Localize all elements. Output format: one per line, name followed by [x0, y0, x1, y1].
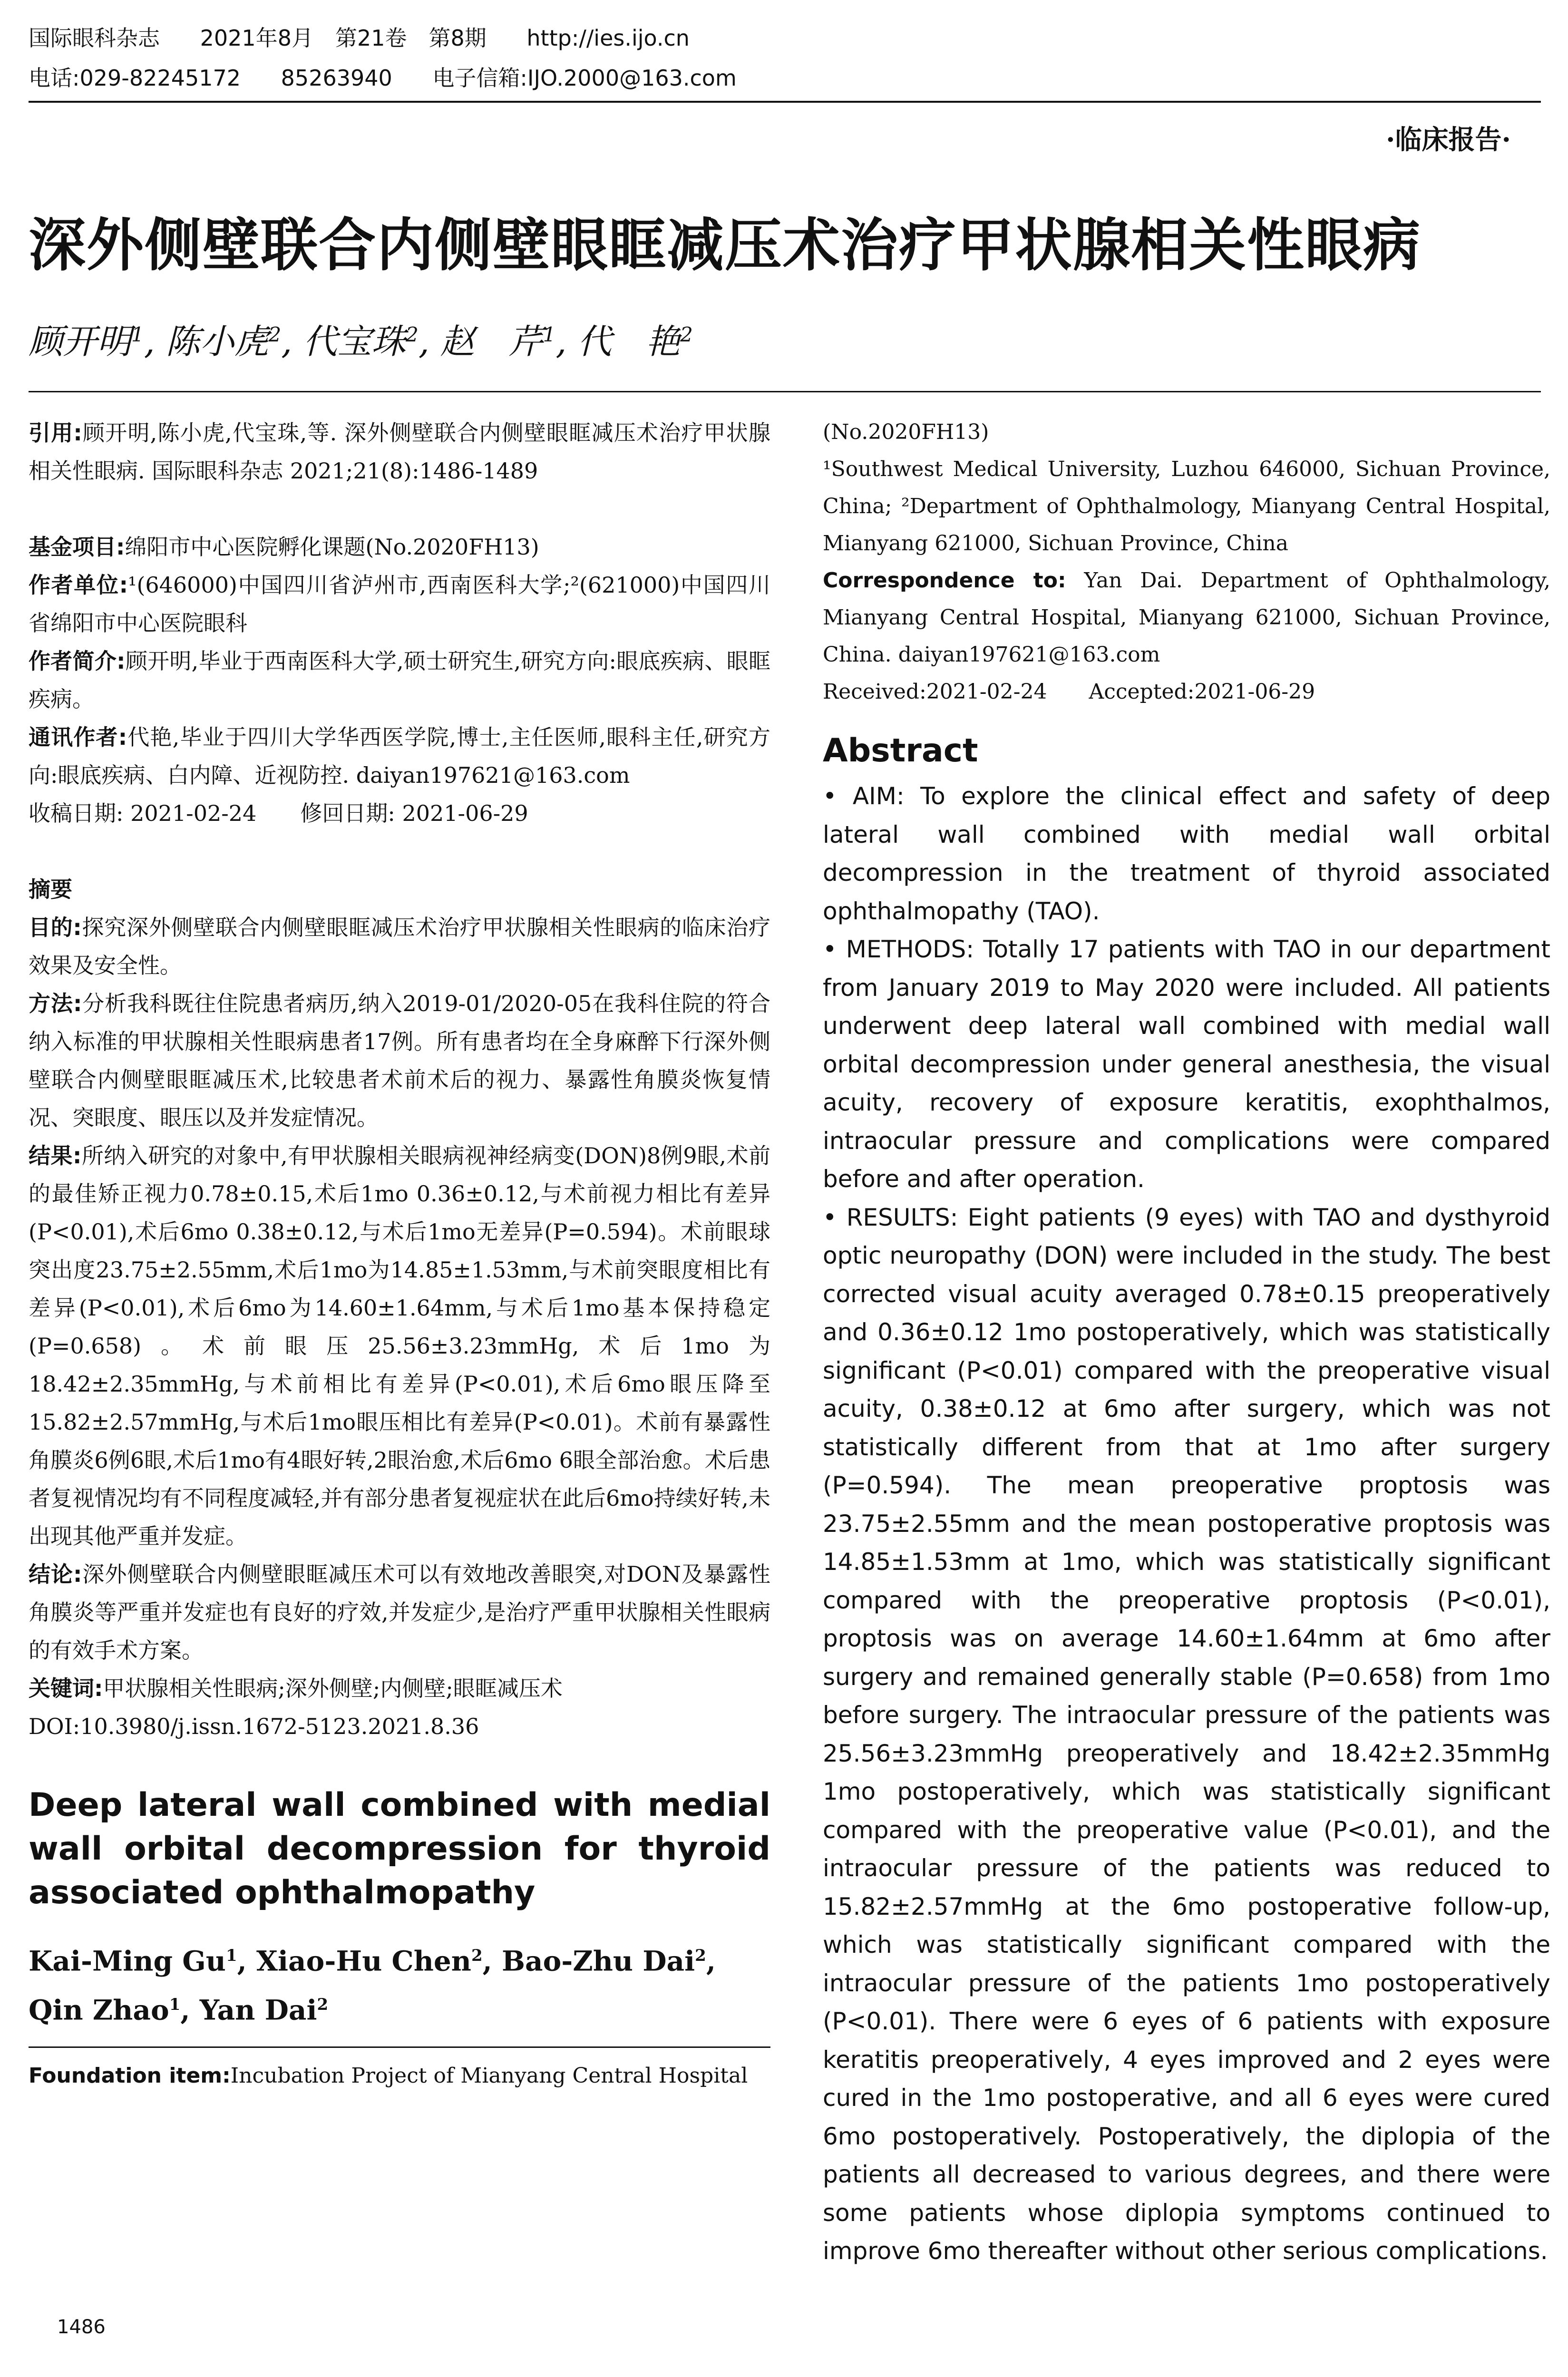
- header-rule: [29, 101, 1541, 103]
- conclusion-cn: 结论:深外侧壁联合内侧壁眼眶减压术可以有效地改善眼突,对DON及暴露性角膜炎等严重并发症也有良好的疗效,并发症少,是治疗严重甲状腺相关性眼病的有效手术方案。: [29, 1561, 770, 1663]
- journal-header-line1: [29, 25, 723, 51]
- dates: 收稿日期: 2021-02-24 修回日期: 2021-06-29: [29, 800, 528, 826]
- aim-en: • AIM: To explore the clinical effect and safety of deep lateral wall combined with medial wall orbital decompression in the treatment of thyroid associated ophthalmopathy (TAO).: [823, 782, 1550, 925]
- phone: 电话:029-82245172: [29, 65, 241, 91]
- page-number: 1486: [57, 2316, 106, 2338]
- journal-header-line2: [29, 65, 770, 91]
- author-affil-sup: 1: [543, 323, 556, 346]
- author-affil-sup: 2: [406, 323, 419, 346]
- received-accepted: Received:2021-02-24 Accepted:2021-06-29: [823, 680, 1315, 704]
- citation: 引用:顾开明,陈小虎,代宝珠,等. 深外侧壁联合内侧壁眼眶减压术治疗甲状腺相关性眼病. 国际眼科杂志 2021;21(8):1486-1489: [29, 420, 770, 484]
- results-en: • RESULTS: Eight patients (9 eyes) with TAO and dysthyroid optic neuropathy (DON) were included in the study. The best corrected visual acuity averaged 0.78±0.15 preoperatively and 0.36±0.12 1mo postoperatively, which was statistically significant (P<0.01) compared with the preoperative visual acuity, 0.38±0.12 at 6mo after surgery, which was not statistically different from that at 1mo after surgery (P=0.594). The mean preoperative proptosis was 23.75±2.55mm and the mean postoperative proptosis was 14.85±1.53mm at 1mo, which was statistically significant compared with the preoperative proptosis (P<0.01), proptosis was on average 14.60±1.64mm at 6mo after surgery and remained generally stable (P=0.658) from 1mo before surgery. The intraocular pressure of the patients was 25.56±3.23mmHg preoperatively and 18.42±2.35mmHg 1mo postoperatively, which was statistically significant compared with the preoperative value (P<0.01), and the intraocular pressure of the patients was reduced to 15.82±2.57mmHg at the 6mo postoperative follow-up, which was statistically significant compared with the intraocular pressure of the patients 1mo postoperatively (P<0.01). There were 6 eyes of 6 patients with exposure keratitis preoperatively, 4 eyes improved and 2 eyes were cured in the 1mo postoperative, and all 6 eyes were cured 6mo postoperatively. Postoperatively, the diplopia of the patients all decreased to various degrees, and there were some patients whose diplopia symptoms continued to improve 6mo thereafter without other serious complications.: [823, 1203, 1550, 2265]
- author-name: 代 艳: [577, 321, 681, 361]
- author-bio: 作者简介:顾开明,毕业于西南医科大学,硕士研究生,研究方向:眼底疾病、眼眶疾病。: [29, 648, 770, 712]
- abstract-heading-cn: 摘要: [29, 877, 72, 902]
- author-name: 代宝珠: [303, 321, 406, 361]
- author-name: 陈小虎: [166, 321, 269, 361]
- phone-2: 85263940: [281, 65, 392, 91]
- keywords-cn: 关键词:甲状腺相关性眼病;深外侧壁;内侧壁;眼眶减压术: [29, 1676, 563, 1701]
- results-cn: 结果:所纳入研究的对象中,有甲状腺相关眼病视神经病变(DON)8例9眼,术前的最佳矫正视力0.78±0.15,术后1mo 0.36±0.12,与术前视力相比有差异(P<0.01),术后6mo 0.38±0.12,与术后1mo无差异(P=0.594)。术前眼球突出度23.75±2.55mm,术后1mo为14.85±1.53mm,与术前突眼度相比有差异(P<0.01),术后6mo为14.60±1.64mm,与术后1mo基本保持稳定(P=0.658)。术前眼压25.56±3.23mmHg,术后1mo为18.42±2.35mmHg,与术前相比有差异(P<0.01),术后6mo眼压降至15.82±2.57mmHg,与术后1mo眼压相比有差异(P<0.01)。术前有暴露性角膜炎6例6眼,术后1mo有4眼好转,2眼治愈,术后6mo 6眼全部治愈。术后患者复视情况均有不同程度减轻,并有部分患者复视症状在此后6mo持续好转,未出现其他严重并发症。: [29, 1143, 770, 1549]
- corresponding-author: 通讯作者:代艳,毕业于四川大学华西医学院,博士,主任医师,眼科主任,研究方向:眼底疾病、白内障、近视防控. daiyan197621@163.com: [29, 724, 770, 788]
- affiliation-en: ¹Southwest Medical University, Luzhou 646000, Sichuan Province, China; ²Department of Ophthalmology, Mianyang Central Hospital, Mianyang 621000, Sichuan Province, China: [823, 457, 1550, 555]
- methods-cn: 方法:分析我科既往住院患者病历,纳入2019-01/2020-05在我科住院的符合纳入标准的甲状腺相关性眼病患者17例。所有患者均在全身麻醉下行深外侧壁联合内侧壁眼眶减压术,比较患者术前术后的视力、暴露性角膜炎恢复情况、突眼度、眼压以及并发症情况。: [29, 991, 770, 1130]
- left-column: [29, 414, 770, 2094]
- foundation-rule: [29, 2046, 770, 2048]
- foundation-cont: (No.2020FH13): [823, 420, 989, 444]
- authors-cn: 顾开明$^1$, 陈小虎$^2$, 代宝珠$^2$, 赵 芹$^1$, 代 艳$^2$: [29, 321, 693, 361]
- section-tag: ·临床报告·: [1386, 124, 1511, 156]
- abstract-heading-en: Abstract: [823, 732, 978, 770]
- affiliation: 作者单位:¹(646000)中国四川省泸州市,西南医科大学;²(621000)中国四川省绵阳市中心医院眼科: [29, 572, 770, 636]
- author-name: 顾开明: [29, 321, 132, 361]
- doi[interactable]: DOI:10.3980/j.issn.1672-5123.2021.8.36: [29, 1714, 479, 1739]
- journal-url[interactable]: http://ies.ijo.cn: [526, 25, 690, 51]
- correspondence-en: Correspondence to: Yan Dai. Department of Ophthalmology, Mianyang Central Hospital, Mianyang 621000, Sichuan Province, China. daiyan197621@163.com: [823, 568, 1550, 667]
- author-affil-sup: 2: [680, 323, 693, 346]
- author-affil-sup: 1: [131, 323, 144, 346]
- methods-en: • METHODS: Totally 17 patients with TAO in our department from January 2019 to May 2020 were included. All patients underwent deep lateral wall combined with medial wall orbital decompression under general anesthesia, the visual acuity, recovery of exposure keratitis, exophthalmos, intraocular pressure and complications were compared before and after operation.: [823, 935, 1550, 1193]
- issue-info: 2021年8月 第21卷 第8期: [200, 25, 487, 51]
- right-column: [823, 414, 1550, 2270]
- aim-cn: 目的:探究深外侧壁联合内侧壁眼眶减压术治疗甲状腺相关性眼病的临床治疗效果及安全性。: [29, 915, 770, 978]
- fund: 基金项目:绵阳市中心医院孵化课题(No.2020FH13): [29, 534, 539, 560]
- email[interactable]: 电子信箱:IJO.2000@163.com: [432, 65, 737, 91]
- english-title: Deep lateral wall combined with medial wall orbital decompression for thyroid associated ophthalmopathy: [29, 1786, 770, 1911]
- journal-name: 国际眼科杂志: [29, 25, 160, 51]
- title-rule: [29, 391, 1541, 392]
- authors-en: Kai-Ming Gu$^1$, Xiao-Hu Chen$^2$, Bao-Zhu Dai$^2$, Qin Zhao$^1$, Yan Dai$^2$: [29, 1945, 716, 2026]
- author-name: 赵 芹: [440, 321, 543, 361]
- article-title: 深外侧壁联合内侧壁眼眶减压术治疗甲状腺相关性眼病: [29, 213, 1421, 279]
- author-affil-sup: 2: [268, 323, 282, 346]
- foundation-item: Foundation item:Incubation Project of Mianyang Central Hospital: [29, 2063, 748, 2088]
